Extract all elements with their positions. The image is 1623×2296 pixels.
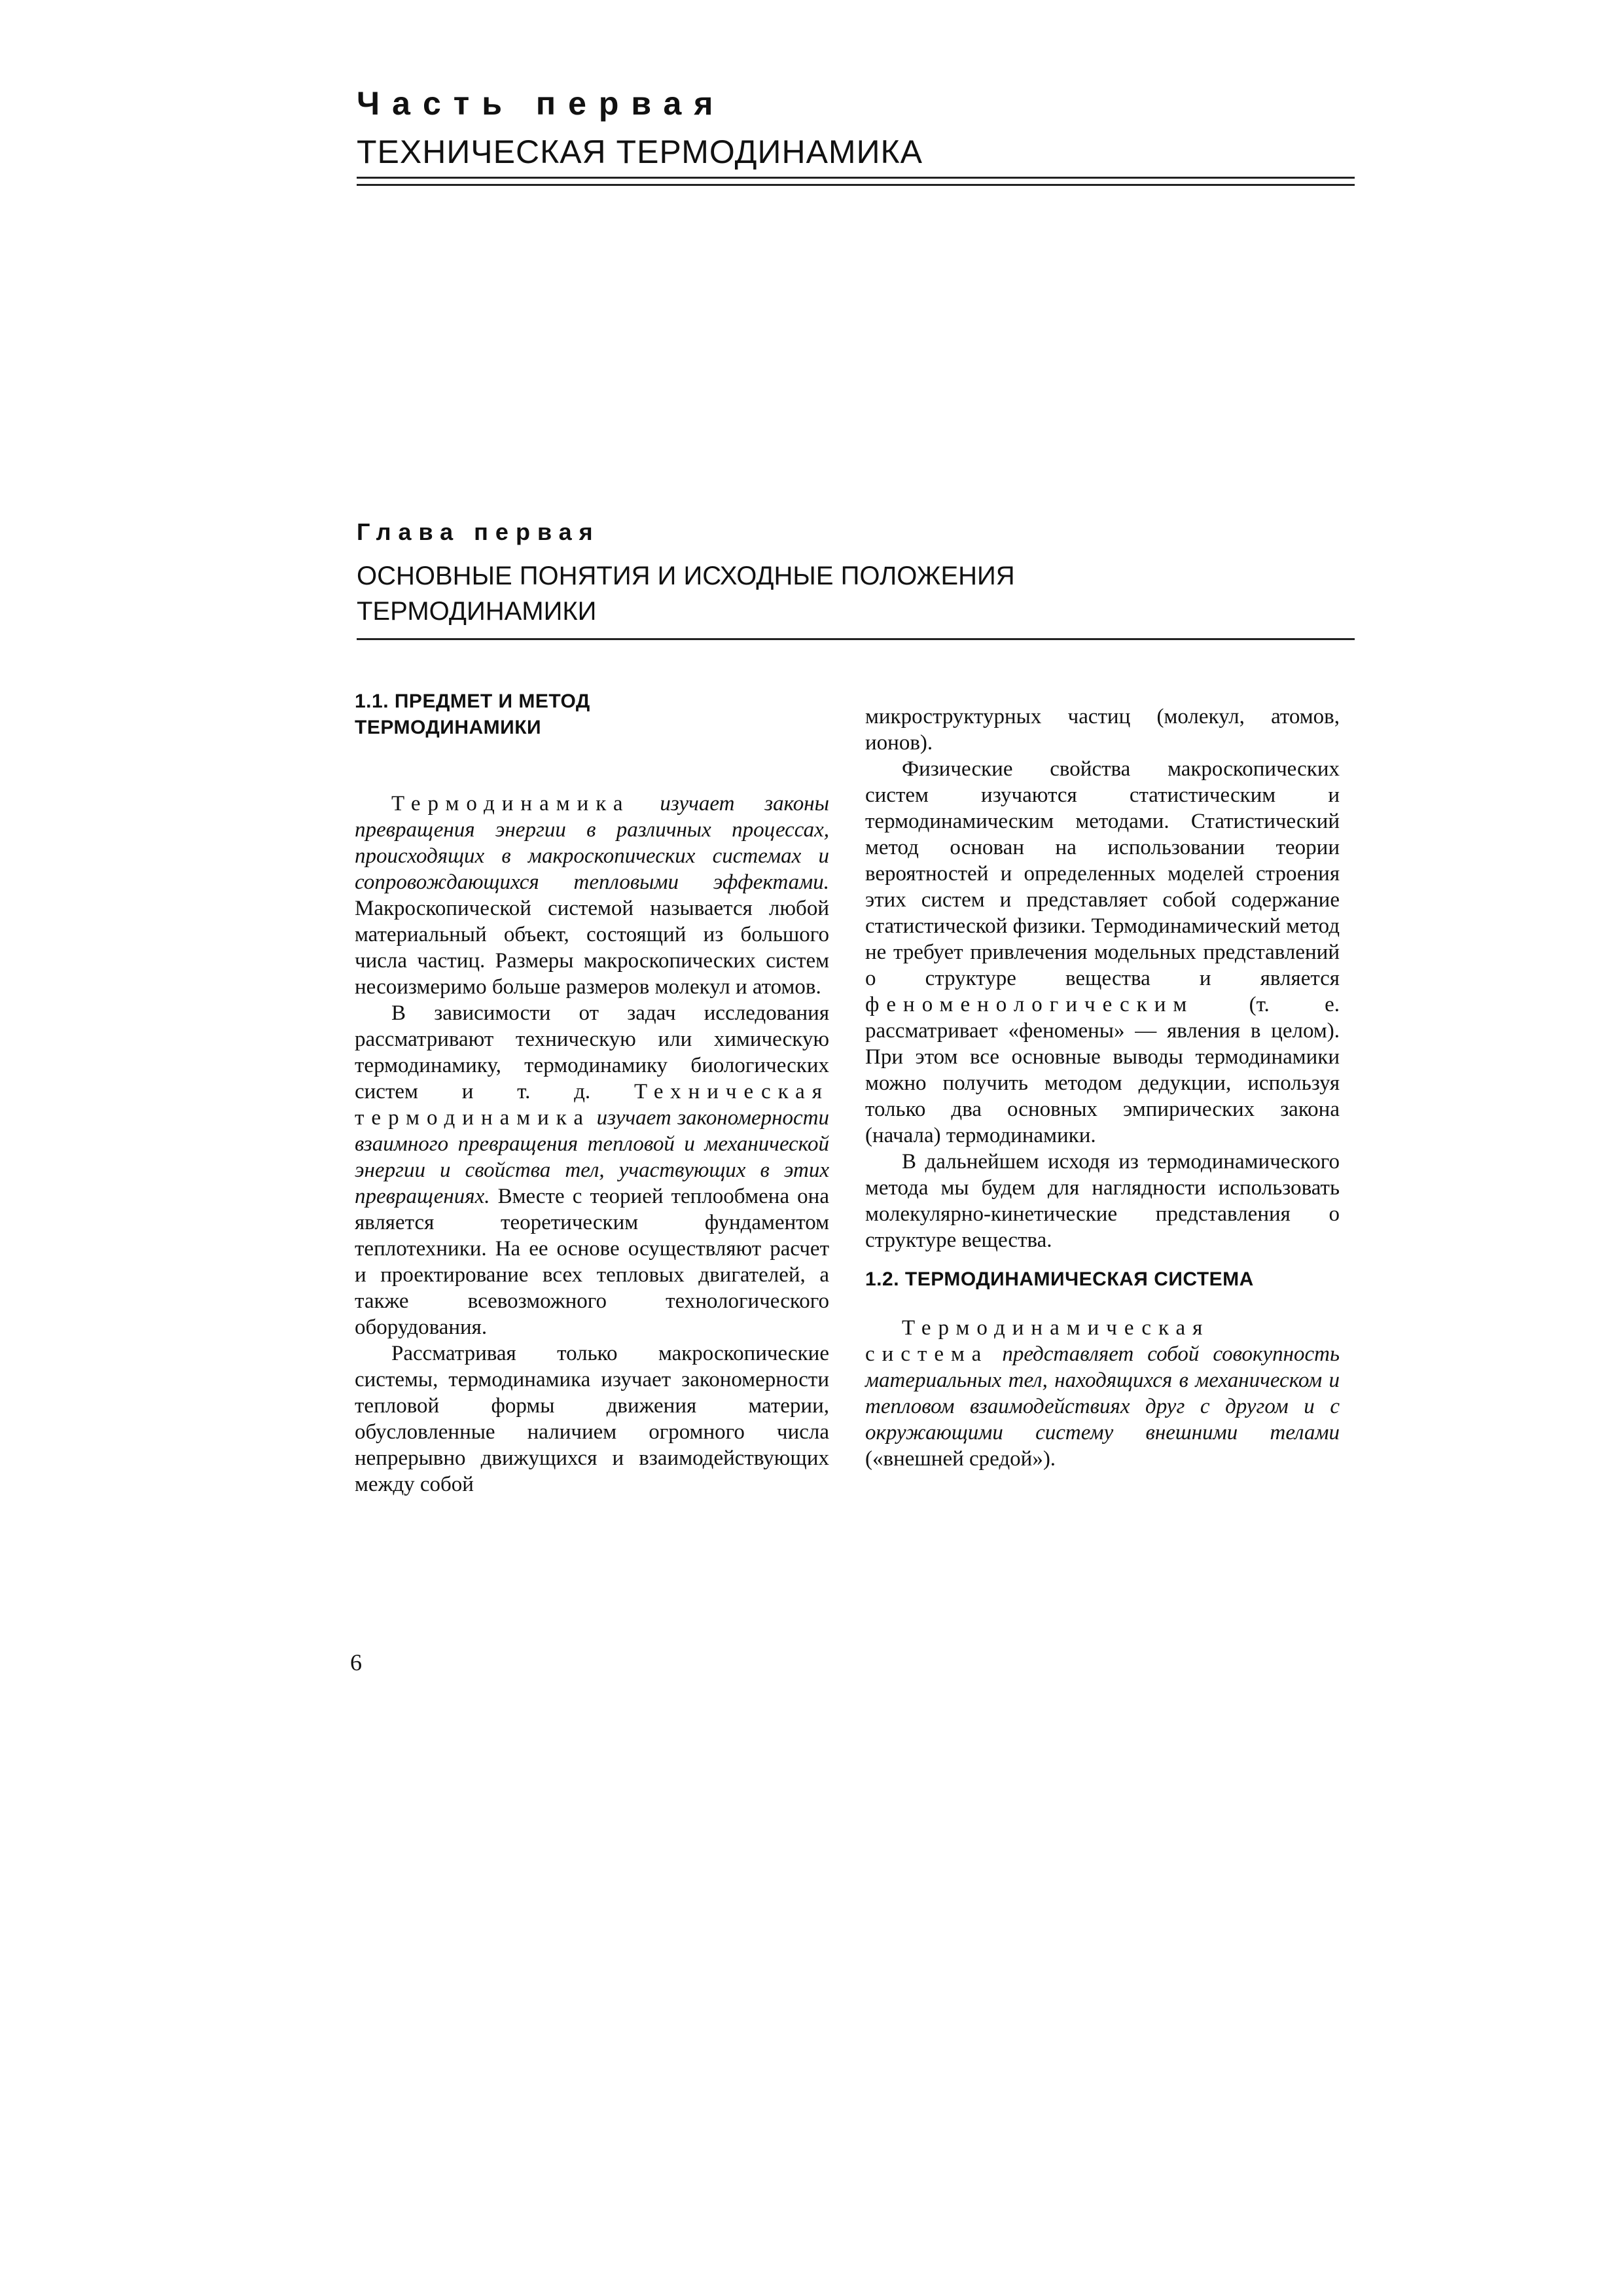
paragraph-text: В дальнейшем исходя из термодинамического метода мы будем для наглядности использовать молекулярно-кинетические представления о структуре вещества.	[865, 1150, 1340, 1252]
paragraph-text: Макроскопической системой называется любой материальный объект, состоящий из большого числа частиц. Размеры макроскопических систем несоизмеримо больше размеров молекул и атомов.	[355, 897, 829, 999]
page-number: 6	[350, 1649, 362, 1676]
paragraph-macroscopic-systems	[355, 1340, 829, 1498]
paragraph-text: («внешней средой»).	[865, 1447, 1056, 1471]
paragraph-text: В зависимости от задач исследования рассматривают техническую или химическую термодинамику, термодинамику биологических систем и т. д.	[355, 1001, 829, 1103]
paragraph-text: Физические свойства макроскопических систем изучаются статистическим и термодинамическим методами. Статистический метод основан на использовании теории вероятностей и определенных моделей строения этих систем и представляет собой содержание статистической физики. Термодинамический метод не требует привлечения модельных представлений о структуре вещества и является	[865, 757, 1340, 990]
italic-definition: представляет собой совокупность материальных тел, находящихся в механическом и тепловом взаимодействиях друг с другом и с окружающими систему внешними	[865, 1342, 1340, 1444]
paragraph-text: микроструктурных частиц (молекул, атомов, ионов).	[865, 705, 1340, 755]
section-heading-line-1: 1.1. ПРЕДМЕТ И МЕТОД	[355, 691, 590, 712]
italic-definition: изучает законы превращения энергии в различных процессах, происходящих в макроскопических системах и сопровождающихся тепловыми эффектами.	[355, 792, 830, 894]
part-label: Часть первая	[357, 85, 726, 122]
part-title-rule	[357, 177, 1355, 186]
spaced-term: Термодинамика	[391, 792, 630, 816]
chapter-title-line-1: ОСНОВНЫЕ ПОНЯТИЯ И ИСХОДНЫЕ ПОЛОЖЕНИЯ	[357, 562, 1015, 590]
chapter-label: Глава первая	[357, 518, 600, 545]
part-title: ТЕХНИЧЕСКАЯ ТЕРМОДИНАМИКА	[357, 134, 923, 170]
section-heading-1-2: 1.2. ТЕРМОДИНАМИЧЕСКАЯ СИСТЕМА	[865, 1268, 1254, 1290]
paragraph-definition	[355, 791, 829, 1000]
chapter-title	[357, 558, 1015, 629]
right-column	[865, 704, 1340, 1472]
left-column	[355, 689, 829, 1498]
spaced-term: Термодинамическая система	[865, 1316, 1210, 1366]
section-heading-1-1	[355, 689, 829, 741]
paragraph-technical-thermodynamics	[355, 1000, 829, 1340]
italic-definition: изучает закономерности взаимного превращения тепловой и механической энергии и свойства тел, участвующих в этих превращениях.	[355, 1106, 830, 1208]
paragraph-system-definition	[865, 1315, 1340, 1472]
paragraph-molecular-kinetic	[865, 1149, 1340, 1253]
spaced-term: Техническая термодинамика	[355, 1080, 829, 1130]
paragraph-text: Рассматривая только макроскопические системы, термодинамика изучает закономерности тепловой формы движения материи, обусловленные наличием огромного числа непрерывно движущихся и взаимодействующих между собой	[355, 1342, 829, 1496]
section-heading-line-2: ТЕРМОДИНАМИКИ	[355, 717, 542, 738]
chapter-title-line-2: ТЕРМОДИНАМИКИ	[357, 597, 597, 626]
paragraph-continuation	[865, 704, 1340, 756]
italic-definition-end: телами	[1270, 1421, 1340, 1444]
chapter-title-rule	[357, 638, 1355, 640]
spaced-term: феноменологическим	[865, 993, 1194, 1016]
paragraph-methods	[865, 756, 1340, 1149]
paragraph-text: Вместе с теорией теплообмена она является теоретическим фундаментом теплотехники. На ее основе осуществляют расчет и проектирование всех тепловых двигателей, а также всевозможного технологического оборудования.	[355, 1185, 829, 1339]
paragraph-text: (т. е. рассматривает «феномены» — явления в целом). При этом все основные выводы термодинамики можно получить методом дедукции, используя только два основных эмпирических закона (начала) термодинамики.	[865, 993, 1340, 1147]
